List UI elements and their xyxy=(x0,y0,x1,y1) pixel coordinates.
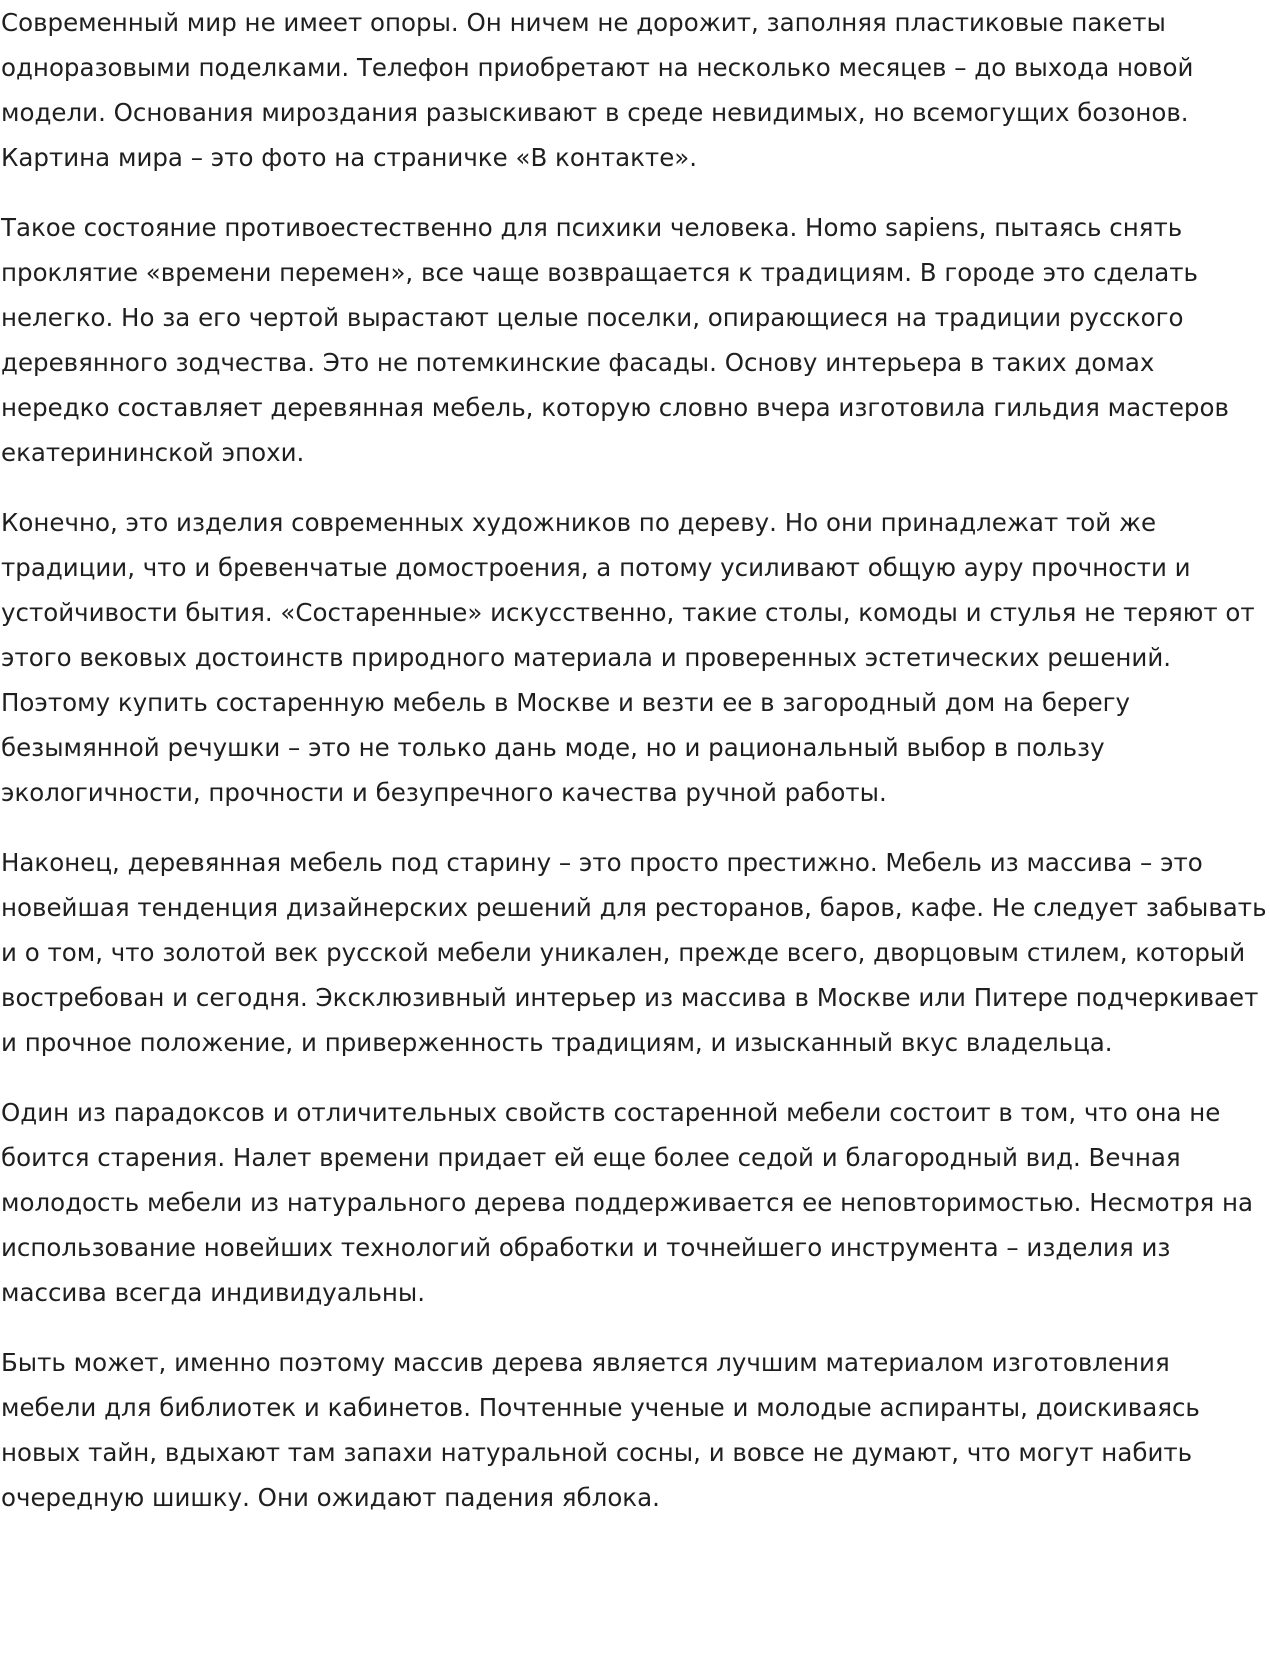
paragraph-4: Наконец, деревянная мебель под старину – это просто престижно. Мебель из массива – это новейшая тенденция дизайнерских решений для ресторанов, баров, кафе. Не следует забывать и о том, что золотой век русской мебели уникален, прежде всего, дворцовым стилем, который востребован и сегодня. Эксклюзивный интерьер из массива в Москве или Питере подчеркивает и прочное положение, и приверженность традициям, и изысканный вкус владельца. xyxy=(1,848,1267,1057)
paragraph-3: Конечно, это изделия современных художников по дереву. Но они принадлежат той же традиции, что и бревенчатые домостроения, а потому усиливают общую ауру прочности и устойчивости бытия. «Состаренные» искусственно, такие столы, комоды и стулья не теряют от этого вековых достоинств природного материала и проверенных эстетических решений. Поэтому купить состаренную мебель в Москве и везти ее в загородный дом на берегу безымянной речушки – это не только дань моде, но и рациональный выбор в пользу экологичности, прочности и безупречного качества ручной работы. xyxy=(1,508,1255,807)
paragraph-1: Современный мир не имеет опоры. Он ничем не дорожит, заполняя пластиковые пакеты одноразовыми поделками. Телефон приобретают на несколько месяцев – до выхода новой модели. Основания мироздания разыскивают в среде невидимых, но всемогущих бозонов. Картина мира – это фото на страничке «В контакте». xyxy=(1,8,1194,172)
paragraph-2: Такое состояние противоестественно для психики человека. Homo sapiens, пытаясь снять проклятие «времени перемен», все чаще возвращается к традициям. В городе это сделать нелегко. Но за его чертой вырастают целые поселки, опирающиеся на традиции русского деревянного зодчества. Это не потемкинские фасады. Основу интерьера в таких домах нередко составляет деревянная мебель, которую словно вчера изготовила гильдия мастеров екатерининской эпохи. xyxy=(1,213,1229,467)
paragraph-6: Быть может, именно поэтому массив дерева является лучшим материалом изготовления мебели для библиотек и кабинетов. Почтенные ученые и молодые аспиранты, доискиваясь новых тайн, вдыхают там запахи натуральной сосны, и вовсе не думают, что могут набить очередную шишку. Они ожидают падения яблока. xyxy=(1,1348,1200,1512)
paragraph-5: Один из парадоксов и отличительных свойств состаренной мебели состоит в том, что она не боится старения. Налет времени придает ей еще более седой и благородный вид. Вечная молодость мебели из натурального дерева поддерживается ее неповторимостью. Несмотря на использование новейших технологий обработки и точнейшего инструмента – изделия из массива всегда индивидуальны. xyxy=(1,1098,1254,1307)
